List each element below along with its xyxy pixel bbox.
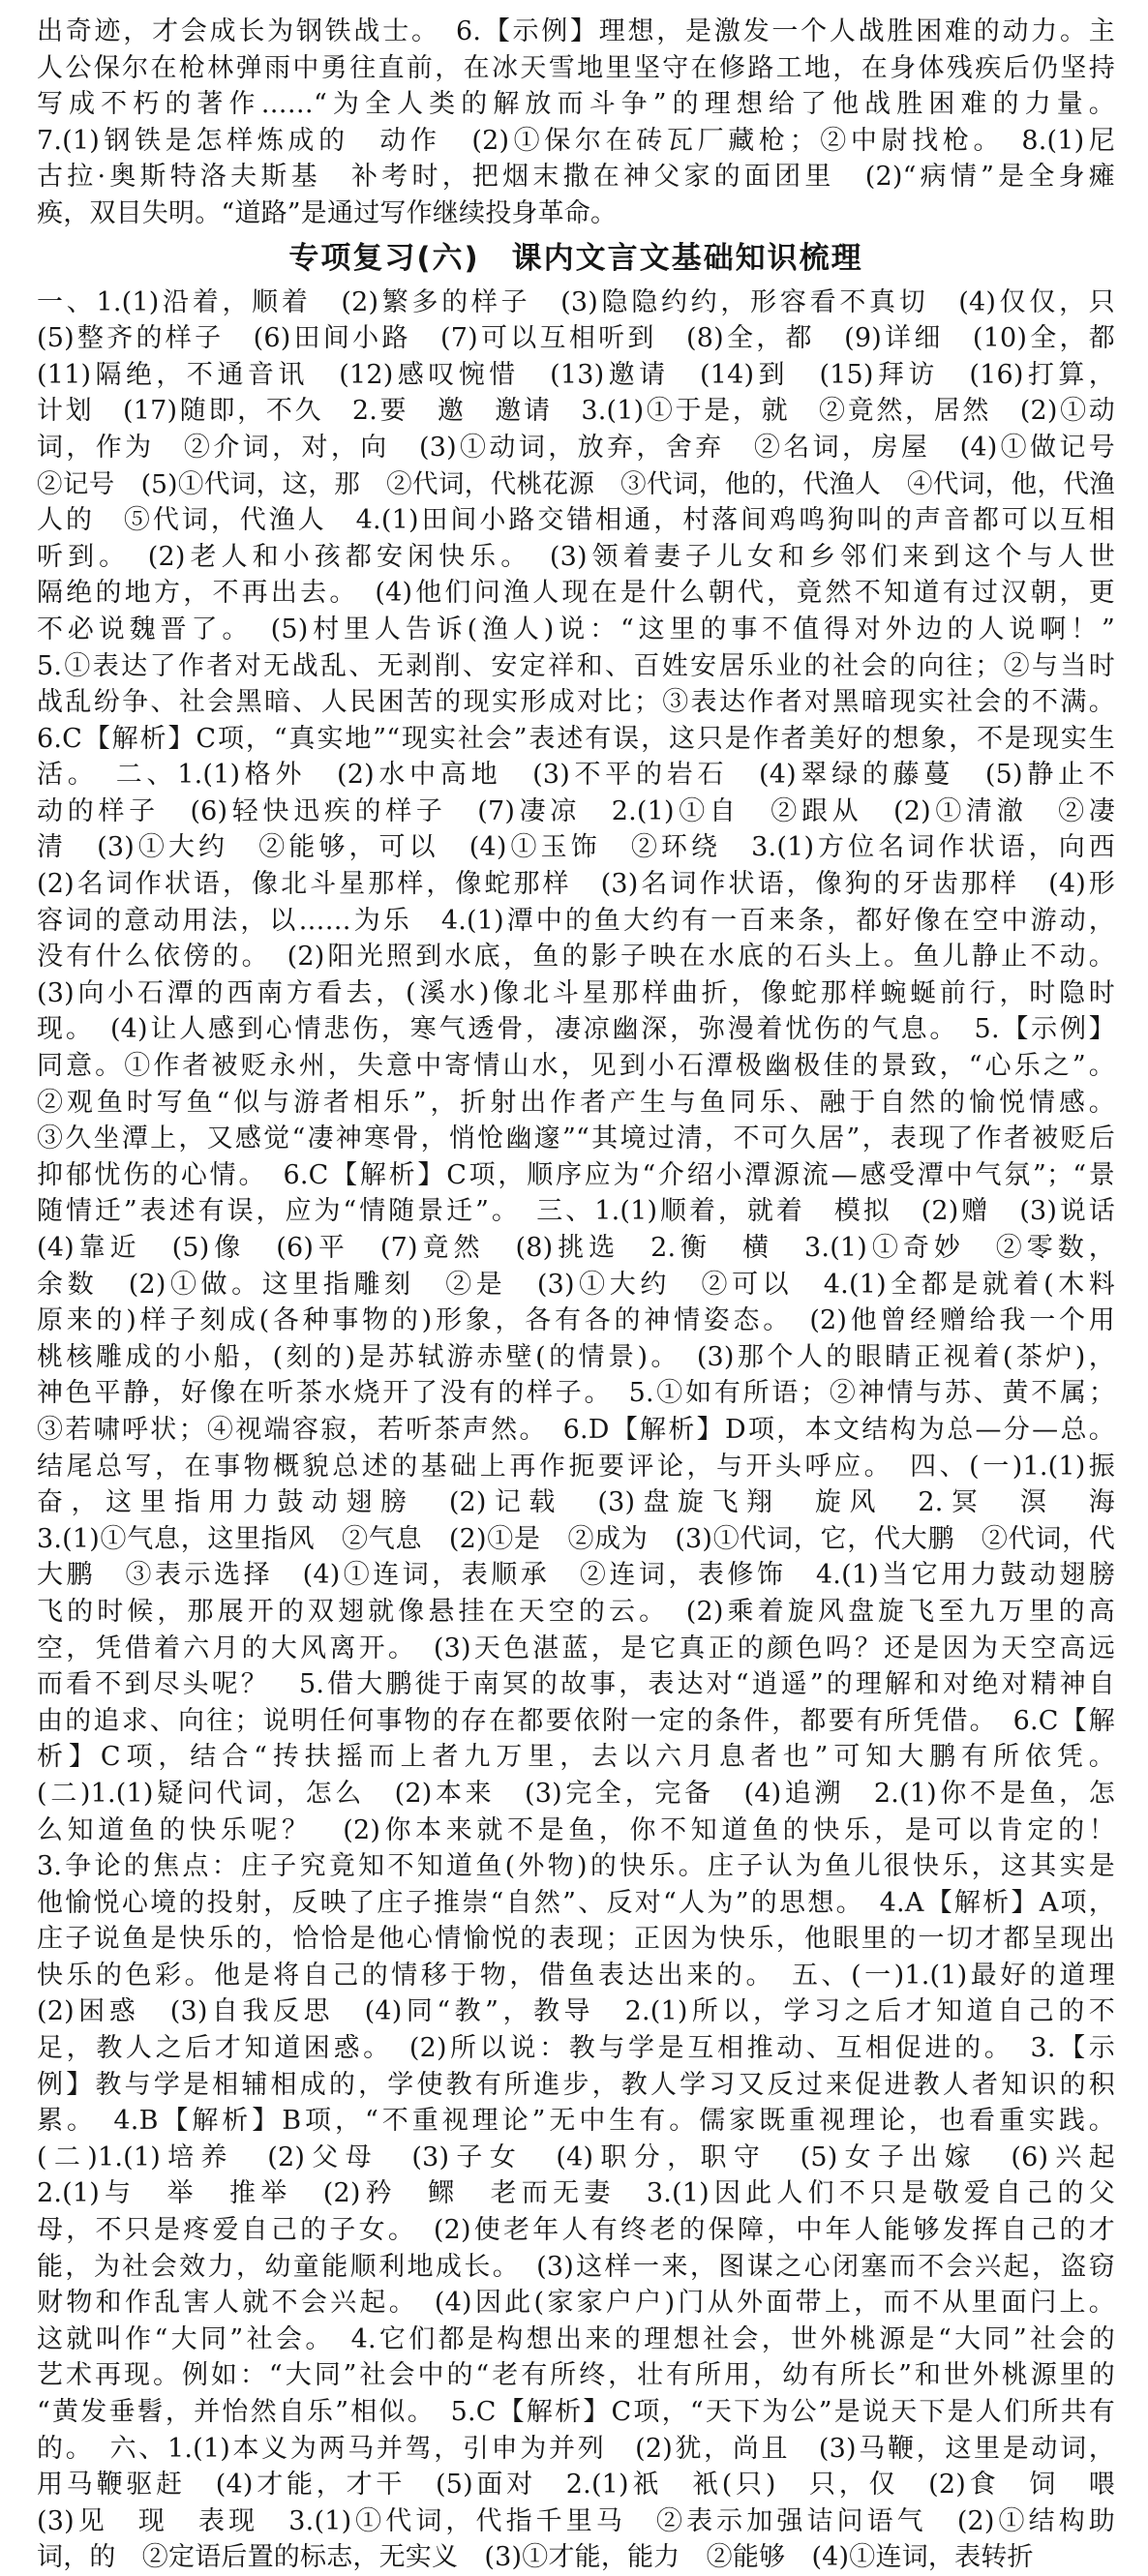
text-line: 由的追求、向往；说明任何事物的存在都要依附一定的条件，都要有所凭借。 6.C【解 (37, 1705, 1115, 1736)
text-line: 动的样子 (6)轻快迅疾的样子 (7)凄凉 2.(1)①自 ②跟从 (2)①清澈 ②凄 (37, 795, 1115, 826)
text-line: 飞的时候，那展开的双翅就像悬挂在天空的云。 (2)乘着旋风盘旋飞至九万里的高 (37, 1596, 1115, 1627)
text-line: 抑郁忧伤的心情。 6.C【解析】C项，顺序应为“介绍小潭源流—感受潭中气氛”；“景 (37, 1159, 1115, 1190)
text-line: 活。 二、1.(1)格外 (2)水中高地 (3)不平的岩石 (4)翠绿的藤蔓 (5)静止不 (37, 760, 1115, 791)
text-line: “黄发垂髫，并怡然自乐”相似。 5.C【解析】C项，“天下为公”是说天下是人们所共有 (37, 2397, 1115, 2427)
text-line: 同意。①作者被贬永州，失意中寄情山水，见到小石潭极幽极佳的景致，“心乐之”。 (37, 1051, 1115, 1082)
text-line: (4)靠近 (5)像 (6)平 (7)竟然 (8)挑选 2.衡 横 3.(1)①奇妙 ②零数， (37, 1233, 1115, 1263)
answer-body (37, 285, 1115, 2576)
text-line: ③若啸呼状；④视端容寂，若听茶声然。 6.D【解析】D项，本文结构为总—分—总。 (37, 1414, 1115, 1445)
text-line: 随情迁”表述有误，应为“情随景迁”。 三、1.(1)顺着，就着 模拟 (2)赠 (3)说话 (37, 1196, 1115, 1227)
section-title: 专项复习(六) 课内文言文基础知识梳理 (288, 240, 863, 276)
text-line: 痪，双目失明。“道路”是通过写作继续投身革命。 (37, 197, 618, 228)
text-line: 这就叫作“大同”社会。 4.它们都是构想出来的理想社会，世外桃源是“大同”社会的 (37, 2323, 1115, 2354)
text-line: 人的 ⑤代词，代渔人 4.(1)田间小路交错相通，村落间鸡鸣狗叫的声音都可以互相 (37, 505, 1115, 536)
text-line: 战乱纷争、社会黑暗、人民困苦的现实形成对比；③表达作者对黑暗现实社会的不满。 (37, 687, 1115, 718)
text-line: 能，为社会效力，幼童能顺利地成长。 (3)这样一来，图谋之心闭塞而不会兴起，盗窃 (37, 2251, 1115, 2282)
text-line: 一、1.(1)沿着，顺着 (2)繁多的样子 (3)隐隐约约，形容看不真切 (4)仅仅，只 (37, 286, 1115, 317)
top-answer-block (37, 14, 1115, 232)
text-line: 析】C项，结合“抟扶摇而上者九万里，去以六月息者也”可知大鹏有所依凭。 (37, 1742, 1115, 1773)
text-line: 奋，这里指用力鼓动翅膀 (2)记载 (3)盘旋飞翔 旋风 2.冥 溟 海 (37, 1487, 1115, 1518)
text-line: 听到。 (2)老人和小孩都安闲快乐。 (3)领着妻子儿女和乡邻们来到这个与人世 (37, 541, 1115, 572)
text-line: 清 (3)①大约 ②能够，可以 (4)①玉饰 ②环绕 3.(1)方位名词作状语，向西 (37, 832, 1115, 863)
text-line: 计划 (17)随即，不久 2.要 邀 邀请 3.(1)①于是，就 ②竟然，居然 (2)①动 (37, 396, 1115, 427)
text-line: 空，凭借着六月的大风离开。 (3)天色湛蓝，是它真正的颜色吗？还是因为天空高远 (37, 1632, 1115, 1663)
text-line: (11)隔绝，不通音讯 (12)感叹惋惜 (13)邀请 (14)到 (15)拜访 (16)打算， (37, 359, 1115, 390)
text-line: (5)整齐的样子 (6)田间小路 (7)可以互相听到 (8)全，都 (9)详细 (10)全，都 (37, 323, 1115, 354)
text-line: 词，作为 ②介词，对，向 (3)①动词，放弃，舍弃 ②名词，房屋 (4)①做记号 (37, 432, 1115, 463)
text-line: 人公保尔在枪林弹雨中勇往直前，在冰天雪地里坚守在修路工地，在身体残疾后仍坚持 (37, 52, 1115, 83)
text-line: 艺术再现。例如：“大同”社会中的“老有所终，壮有所用，幼有所长”和世外桃源里的 (37, 2360, 1115, 2391)
text-line: 不必说魏晋了。 (5)村里人告诉(渔人)说：“这里的事不值得对外边的人说啊！” (37, 614, 1115, 644)
text-line: 2.(1)与 举 推举 (2)矜 鳏 老而无妻 3.(1)因此人们不只是敬爱自己的父 (37, 2178, 1115, 2209)
text-line: 隔绝的地方，不再出去。 (4)他们问渔人现在是什么朝代，竟然不知道有过汉朝，更 (37, 578, 1115, 609)
text-line: 原来的)样子刻成(各种事物的)形象，各有各的神情姿态。 (2)他曾经赠给我一个用 (37, 1305, 1115, 1336)
text-line: 3.(1)①气息，这里指风 ②气息 (2)①是 ②成为 (3)①代词，它，代大鹏 ②代词，代 (37, 1523, 1115, 1554)
text-line: 古拉·奥斯特洛夫斯基 补考时，把烟末撒在神父家的面团里 (2)“病情”是全身瘫 (37, 162, 1115, 193)
text-line: (3)见 现 表现 3.(1)①代词，代指千里马 ②表示加强诘问语气 (2)①结构助 (37, 2505, 1115, 2536)
text-line: 他愉悦心境的投射，反映了庄子推崇“自然”、反对“人为”的思想。 4.A【解析】A项， (37, 1887, 1115, 1918)
text-line: (二)1.(1)培养 (2)父母 (3)子女 (4)职分，职守 (5)女子出嫁 (6)兴起 (37, 2142, 1115, 2172)
text-line: 例】教与学是相辅相成的，学使教有所進步，教人学习又反过来促进教人者知识的积 (37, 2069, 1115, 2100)
text-line: 庄子说鱼是快乐的，恰恰是他心情愉悦的表现；正因为快乐，他眼里的一切才都呈现出 (37, 1924, 1115, 1955)
text-line: 5.①表达了作者对无战乱、无剥削、安定祥和、百姓安居乐业的社会的向往；②与当时 (37, 650, 1115, 681)
text-line: 大鹏 ③表示选择 (4)①连词，表顺承 ②连词，表修饰 4.(1)当它用力鼓动翅膀 (37, 1560, 1115, 1591)
text-line: 3.争论的焦点：庄子究竟知不知道鱼(外物)的快乐。庄子认为鱼儿很快乐，这其实是 (37, 1851, 1115, 1882)
text-line: ③久坐潭上，又感觉“凄神寒骨，悄怆幽邃”“其境过清，不可久居”，表现了作者被贬后 (37, 1123, 1115, 1154)
text-line: 财物和作乱害人就不会兴起。 (4)因此(家家户户)门从外面带上，而不从里面闩上。 (37, 2288, 1115, 2319)
text-line: 用马鞭驱赶 (4)才能，才干 (5)面对 2.(1)祇 衹(只) 只，仅 (2)食 饲 喂 (37, 2470, 1115, 2501)
text-line: ②观鱼时写鱼“似与游者相乐”，折射出作者产生与鱼同乐、融于自然的愉悦情感。 (37, 1087, 1115, 1118)
text-line: 母，不只是疼爱自己的子女。 (2)使老年人有终老的保障，中年人能够发挥自己的才 (37, 2215, 1115, 2246)
text-line: 写成不朽的著作……“为全人类的解放而斗争”的理想给了他战胜困难的力量。 (37, 89, 1115, 120)
text-line: 出奇迹，才会成长为钢铁战士。 6.【示例】理想，是激发一个人战胜困难的动力。主 (37, 16, 1115, 46)
text-line: 桃核雕成的小船，(刻的)是苏轼游赤壁(的情景)。 (3)那个人的眼睛正视着(茶炉)， (37, 1341, 1115, 1372)
text-line: 词，的 ②定语后置的标志，无实义 (3)①才能，能力 ②能够 (4)①连词，表转折 (37, 2542, 1034, 2573)
text-line: (2)困惑 (3)自我反思 (4)同“教”，教导 2.(1)所以，学习之后才知道自己的不 (37, 1996, 1115, 2027)
text-line: 结尾总写，在事物概貌总述的基础上再作扼要评论，与开头呼应。 四、(一)1.(1)振 (37, 1451, 1115, 1482)
text-line: 而看不到尽头呢？ 5.借大鹏徙于南冥的故事，表达对“逍遥”的理解和对绝对精神自 (37, 1669, 1115, 1700)
text-line: 7.(1)钢铁是怎样炼成的 动作 (2)①保尔在砖瓦厂藏枪；②中尉找枪。 8.(1)尼 (37, 125, 1115, 156)
text-line: 的。 六、1.(1)本义为两马并驾，引申为并列 (2)犹，尚且 (3)马鞭，这里是动词， (37, 2433, 1115, 2464)
text-line: 么知道鱼的快乐呢？ (2)你本来就不是鱼，你不知道鱼的快乐，是可以肯定的！ (37, 1814, 1115, 1845)
text-line: 足，教人之后才知道困惑。 (2)所以说：教与学是互相推动、互相促进的。 3.【示 (37, 2033, 1115, 2064)
text-line: 快乐的色彩。他是将自己的情移于物，借鱼表达出来的。 五、(一)1.(1)最好的道理 (37, 1960, 1115, 1991)
text-line: 容词的意动用法，以……为乐 4.(1)潭中的鱼大约有一百来条，都好像在空中游动， (37, 905, 1115, 936)
text-line: 余数 (2)①做。这里指雕刻 ②是 (3)①大约 ②可以 4.(1)全都是就着(木料 (37, 1269, 1115, 1300)
text-line: (2)名词作状语，像北斗星那样，像蛇那样 (3)名词作状语，像狗的牙齿那样 (4)形 (37, 869, 1115, 900)
text-line: 现。 (4)让人感到心情悲伤，寒气透骨，凄凉幽深，弥漫着忧伤的气息。 5.【示例】 (37, 1014, 1115, 1045)
text-line: 累。 4.B【解析】B项，“不重视理论”无中生有。儒家既重视理论，也看重实践。 (37, 2106, 1115, 2137)
text-line: (二)1.(1)疑问代词，怎么 (2)本来 (3)完全，完备 (4)追溯 2.(1)你不是鱼，怎 (37, 1778, 1115, 1809)
text-line: ②记号 (5)①代词，这，那 ②代词，代桃花源 ③代词，他的，代渔人 ④代词，他，代渔 (37, 468, 1115, 499)
text-line: (3)向小石潭的西南方看去，(溪水)像北斗星那样曲折，像蛇那样蜿蜒前行，时隐时 (37, 977, 1115, 1008)
text-line: 没有什么依傍的。 (2)阳光照到水底，鱼的影子映在水底的石头上。鱼儿静止不动。 (37, 942, 1115, 973)
text-line: 6.C【解析】C项，“真实地”“现实社会”表述有误，这只是作者美好的想象，不是现实生 (37, 723, 1115, 754)
text-line: 神色平静，好像在听茶水烧开了没有的样子。 5.①如有所语；②神情与苏、黄不属； (37, 1378, 1115, 1409)
